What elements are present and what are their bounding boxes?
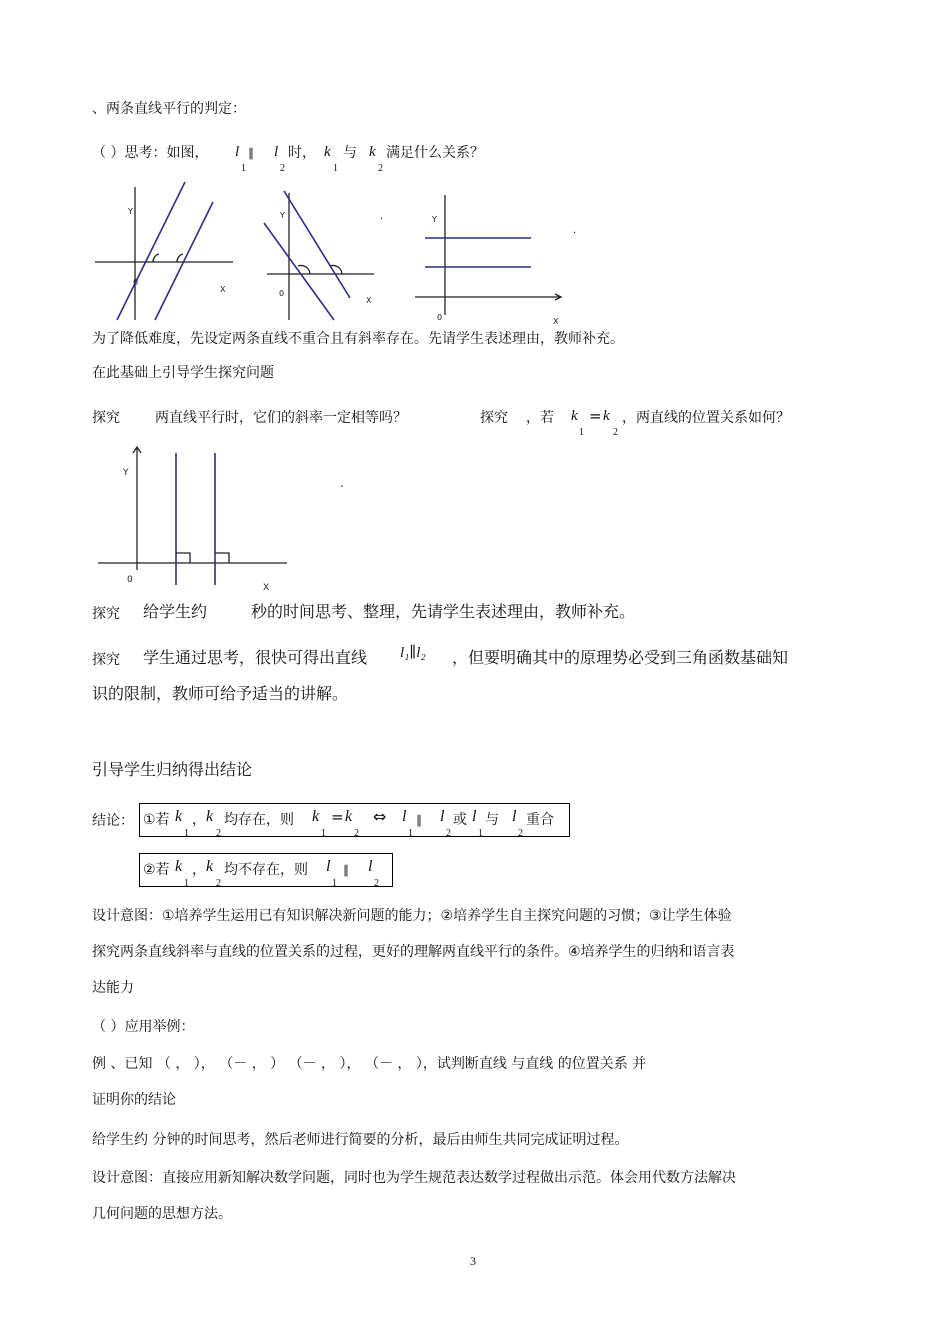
math-sub: 1 bbox=[241, 163, 246, 174]
math-sub: 1 bbox=[478, 828, 483, 839]
explore-label: 探究 bbox=[92, 410, 120, 426]
math-l1-parallel-l2: l₁∥l₂ bbox=[400, 645, 426, 661]
math-k2: k bbox=[345, 808, 353, 825]
x-label: X bbox=[553, 317, 559, 326]
explore-q1: 两直线平行时，它们的斜率一定相等吗？ bbox=[155, 410, 407, 426]
math-sub: 2 bbox=[216, 878, 221, 889]
figure-horizontal-lines bbox=[410, 190, 570, 325]
y-label: Y bbox=[123, 468, 129, 478]
math-sub: 1 bbox=[321, 828, 326, 839]
origin-label: 0 bbox=[127, 575, 133, 585]
math-k2: k bbox=[206, 808, 214, 825]
math-sub: 2 bbox=[378, 163, 383, 174]
figure-vertical-lines bbox=[95, 445, 295, 593]
explore-a-text2: 秒的时间思考、整理，先请学生表述理由，教师补充。 bbox=[251, 602, 636, 621]
explore-b-text3: 识的限制，教师可给予适当的讲解。 bbox=[92, 684, 349, 703]
c1-mid: 均存在，则 bbox=[224, 812, 294, 828]
example-line2: 证明你的结论 bbox=[92, 1092, 176, 1108]
x-label: X bbox=[366, 296, 372, 305]
y-label: Y bbox=[128, 207, 133, 216]
explore-q2: ，两直线的位置关系如何？ bbox=[622, 410, 790, 426]
angle-arc bbox=[153, 254, 159, 262]
design-intent-2-line2: 几何问题的思想方法。 bbox=[92, 1206, 232, 1222]
explore-label: 探究 bbox=[92, 606, 120, 622]
give-time: 给学生约 分钟的时间思考，然后老师进行简要的分析，最后由师生共同完成证明过程。 bbox=[92, 1132, 629, 1148]
origin-label: 0 bbox=[437, 313, 443, 322]
math-sub: 1 bbox=[333, 163, 338, 174]
math-l1: l bbox=[235, 144, 240, 160]
stray-dot: . bbox=[573, 225, 577, 236]
math-sub: 1 bbox=[579, 427, 584, 438]
math-k2: k bbox=[603, 408, 610, 424]
math-sub: 2 bbox=[280, 163, 285, 174]
design-intent-2-line1: 设计意图：直接应用新知解决数学问题，同时也为学生规范表达数学过程做出示范。体会用代数方法解决 bbox=[92, 1170, 736, 1186]
math-sub: 2 bbox=[354, 828, 359, 839]
right-angle-mark bbox=[215, 553, 229, 563]
math-k1: k bbox=[175, 858, 183, 875]
figure-positive-slope bbox=[95, 182, 240, 322]
math-sub: 2 bbox=[216, 828, 221, 839]
math-sub: 2 bbox=[613, 427, 618, 438]
math-sub: 2 bbox=[446, 828, 451, 839]
math-k1: k bbox=[324, 144, 331, 160]
origin-label: 0 bbox=[279, 289, 285, 298]
stray-dot: . bbox=[340, 476, 344, 490]
think-and: 与 bbox=[343, 145, 357, 161]
math-k2: k bbox=[206, 858, 214, 875]
line-l1 bbox=[117, 182, 185, 320]
math-l2: l bbox=[274, 144, 279, 160]
iff-symbol: ⇔ bbox=[373, 807, 387, 826]
right-angle-mark bbox=[176, 553, 190, 563]
origin-label: 0 bbox=[133, 278, 139, 287]
c1-comma: ， bbox=[192, 812, 206, 828]
math-sub: 1 bbox=[332, 878, 337, 889]
c1-prefix: ①若 bbox=[143, 812, 170, 828]
math-eq: = bbox=[331, 808, 344, 826]
math-sub: 2 bbox=[374, 878, 379, 889]
parallel-symbol: ∥ bbox=[343, 863, 349, 877]
line-l1 bbox=[264, 223, 334, 320]
example-line1: 例 、已知 （ ， ）， （－ ， ） （－ ， ）， （－ ， ），试判断直线 与直线 的位置关系 并 bbox=[92, 1056, 647, 1072]
c1-coincide: 重合 bbox=[526, 812, 554, 828]
x-label: X bbox=[220, 285, 226, 294]
math-l1: l bbox=[326, 858, 331, 875]
design-intent-1-line3: 达能力 bbox=[92, 980, 134, 996]
math-k1: k bbox=[571, 408, 578, 424]
math-eq: = bbox=[589, 407, 602, 425]
angle-arc bbox=[177, 254, 183, 262]
conclusion-label: 结论： bbox=[92, 813, 134, 829]
math-sub: 1 bbox=[184, 878, 189, 889]
guide-conclusion-heading: 引导学生归纳得出结论 bbox=[92, 760, 253, 779]
y-label: Y bbox=[432, 215, 437, 224]
math-k1: k bbox=[312, 808, 320, 825]
c2-mid: 均不存在，则 bbox=[224, 862, 308, 878]
c1-or: 或 bbox=[453, 812, 467, 828]
parallel-symbol: ∥ bbox=[248, 146, 254, 160]
stray-dot: . bbox=[380, 211, 384, 222]
figure-negative-slope bbox=[262, 188, 387, 323]
math-l2: l bbox=[512, 808, 517, 825]
line-l2 bbox=[155, 202, 213, 320]
para-simplify: 为了降低难度，先设定两条直线不重合且有斜率存在。先请学生表述理由，教师补充。 bbox=[92, 331, 624, 347]
explore-label: 探究 bbox=[480, 410, 508, 426]
c2-comma: ， bbox=[192, 862, 206, 878]
math-l2: l bbox=[368, 858, 373, 875]
explore-a-text1: 给学生约 bbox=[143, 602, 208, 621]
para-guide: 在此基础上引导学生探究问题 bbox=[92, 365, 274, 381]
line-l2 bbox=[284, 191, 350, 298]
design-intent-1-line1: 设计意图：①培养学生运用已有知识解决新问题的能力；②培养学生自主探究问题的习惯；③让学生体验 bbox=[92, 908, 732, 924]
explore-b-text1: 学生通过思考，很快可得出直线 bbox=[143, 648, 368, 667]
math-l1: l bbox=[402, 808, 407, 825]
y-label: Y bbox=[280, 211, 285, 220]
think-suffix: 满足什么关系？ bbox=[386, 145, 484, 161]
explore-b-text2: ，但要明确其中的原理势必受到三角函数基础知 bbox=[452, 648, 789, 667]
parallel-symbol: ∥ bbox=[416, 813, 422, 827]
explore-comma: ，若 bbox=[526, 410, 554, 426]
think-prefix: （ ）思考：如图， bbox=[92, 145, 209, 161]
think-when: 时， bbox=[288, 145, 316, 161]
design-intent-1-line2: 探究两条直线斜率与直线的位置关系的过程，更好的理解两直线平行的条件。④培养学生的归纳和语言表 bbox=[92, 944, 735, 960]
math-sub: 2 bbox=[518, 828, 523, 839]
c1-with: 与 bbox=[485, 812, 499, 828]
math-l2: l bbox=[440, 808, 445, 825]
math-sub: 1 bbox=[408, 828, 413, 839]
math-sub: 1 bbox=[184, 828, 189, 839]
page-number: 3 bbox=[470, 1254, 476, 1268]
section-heading: 、两条直线平行的判定： bbox=[92, 101, 246, 117]
math-k1: k bbox=[175, 808, 183, 825]
explore-label: 探究 bbox=[92, 652, 120, 668]
apply-heading: （ ）应用举例： bbox=[92, 1019, 195, 1035]
x-label: X bbox=[263, 583, 270, 593]
math-k2: k bbox=[369, 144, 376, 160]
c2-prefix: ②若 bbox=[143, 862, 170, 878]
math-l1: l bbox=[472, 808, 477, 825]
